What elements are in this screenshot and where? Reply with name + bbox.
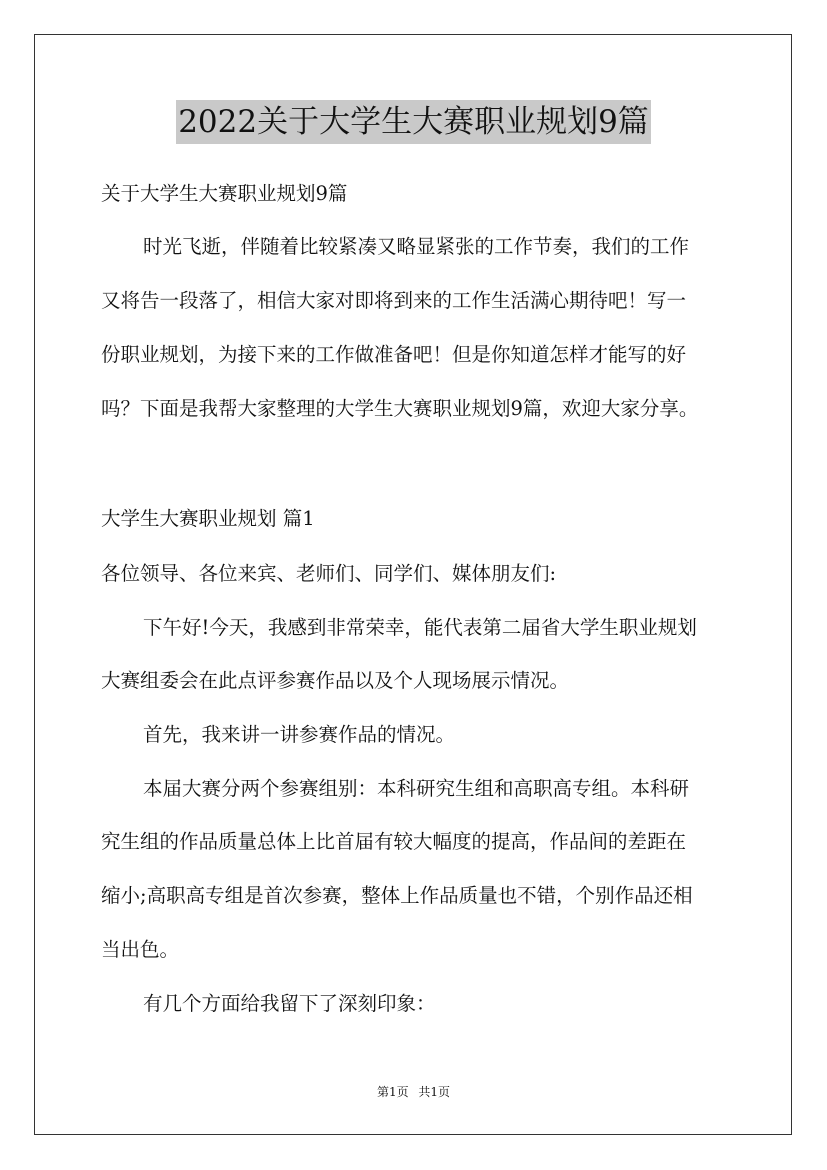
section-heading: 大学生大赛职业规划 篇1 — [101, 507, 315, 530]
page-total: 共1页 — [418, 1085, 451, 1099]
greeting-line: 各位领导、各位来宾、老师们、同学们、媒体朋友们: — [101, 562, 557, 585]
para1-line-2: 大赛组委会在此点评参赛作品以及个人现场展示情况。 — [101, 669, 570, 692]
para3-line-3: 缩小;高职高专组是首次参赛，整体上作品质量也不错，个别作品还相 — [101, 884, 693, 907]
intro-line-3: 份职业规划，为接下来的工作做准备吧！但是你知道怎样才能写的好 — [101, 343, 687, 366]
page-footer — [0, 1084, 827, 1100]
document-title: 2022关于大学生大赛职业规划9篇 — [176, 100, 651, 144]
para3-line-4: 当出色。 — [101, 938, 180, 961]
para3-line-1: 本届大赛分两个参赛组别：本科研究生组和高职高专组。本科研 — [143, 777, 690, 800]
para2-line: 首先，我来讲一讲参赛作品的情况。 — [143, 723, 456, 746]
document-subtitle: 关于大学生大赛职业规划9篇 — [101, 182, 348, 205]
intro-line-2: 又将告一段落了，相信大家对即将到来的工作生活满心期待吧！写一 — [101, 289, 687, 312]
intro-line-1: 时光飞逝，伴随着比较紧凑又略显紧张的工作节奏，我们的工作 — [143, 235, 690, 258]
para4-line: 有几个方面给我留下了深刻印象： — [143, 992, 436, 1015]
page-number: 第1页 — [376, 1085, 409, 1099]
para1-line-1: 下午好!今天，我感到非常荣幸，能代表第二届省大学生职业规划 — [143, 616, 697, 639]
title-container — [0, 100, 827, 144]
intro-line-4: 吗？下面是我帮大家整理的大学生大赛职业规划9篇，欢迎大家分享。 — [101, 397, 699, 420]
para3-line-2: 究生组的作品质量总体上比首届有较大幅度的提高，作品间的差距在 — [101, 830, 687, 853]
